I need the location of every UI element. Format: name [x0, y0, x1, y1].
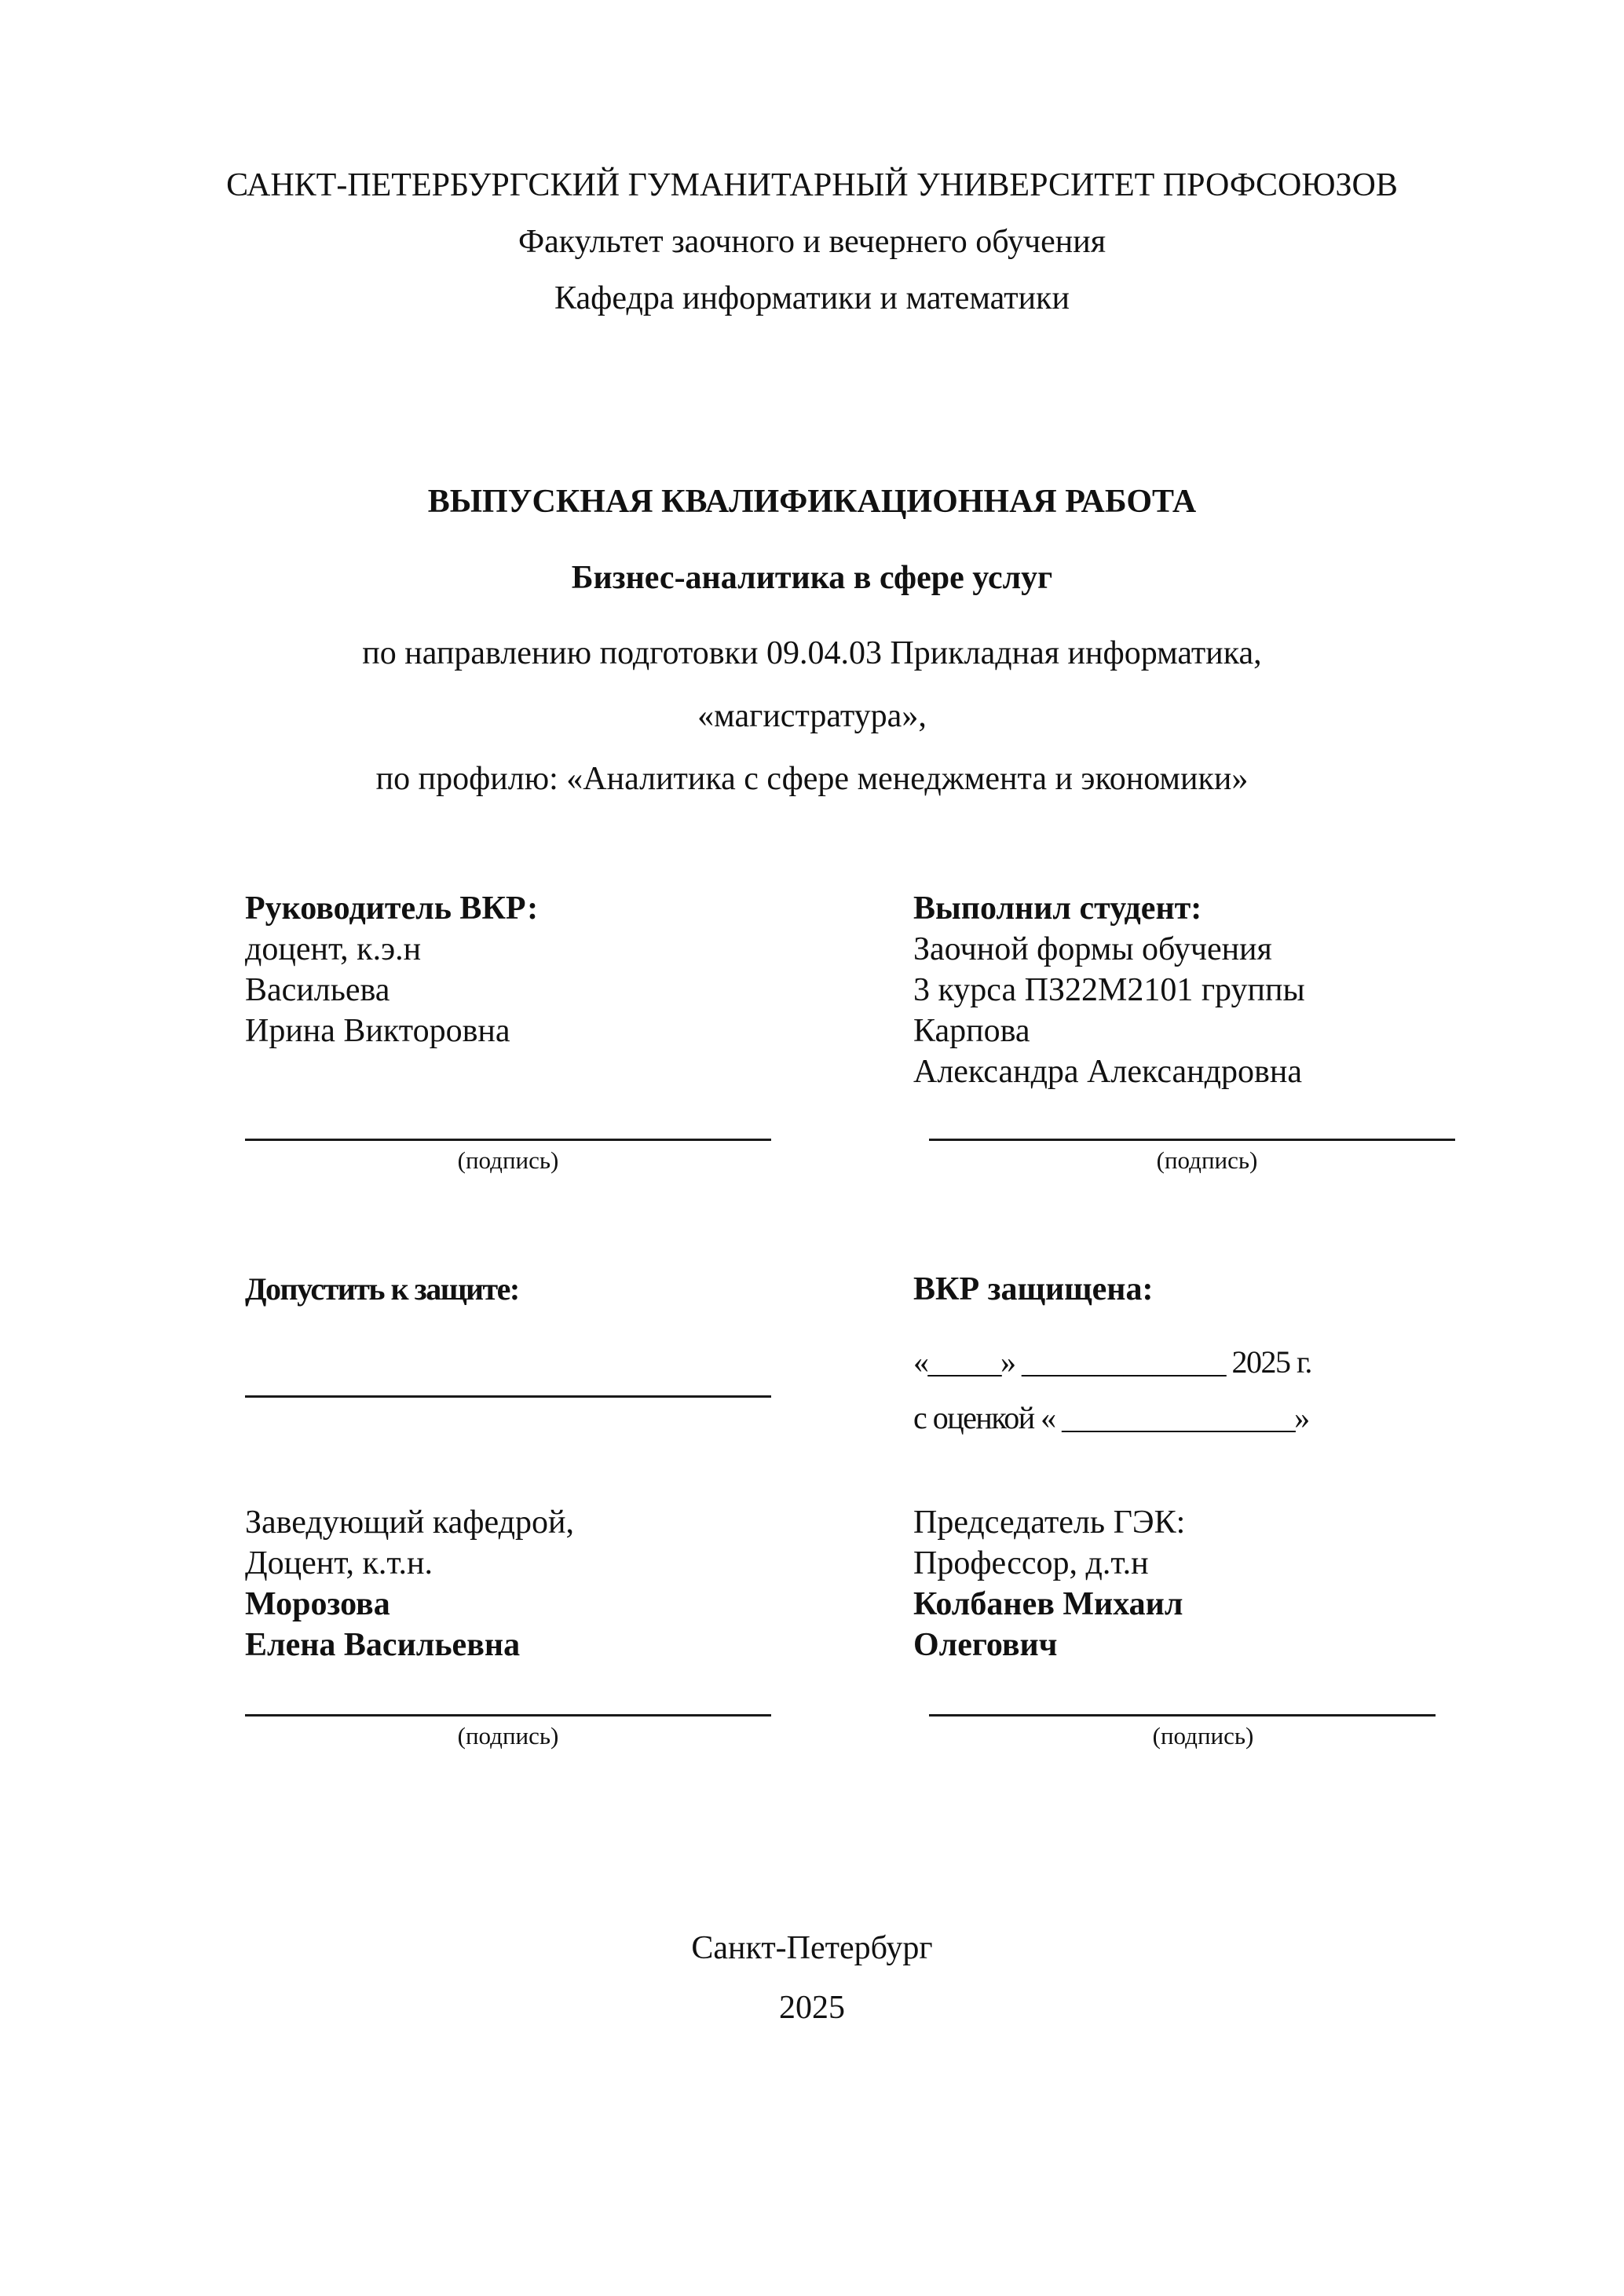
chairman-position: Профессор, д.т.н: [913, 1545, 1149, 1581]
supervisor-signature-caption: (подпись): [457, 1146, 559, 1174]
chairman-signature-line: [929, 1714, 1436, 1717]
faculty-name: Факультет заочного и вечернего обучения: [518, 224, 1106, 260]
student-heading: Выполнил студент:: [913, 890, 1202, 927]
student-first-names: Александра Александровна: [913, 1054, 1302, 1090]
head-signature-caption: (подпись): [457, 1722, 559, 1749]
profile-line: по профилю: «Аналитика с сфере менеджмента и экономики»: [375, 761, 1249, 797]
student-signature-caption: (подпись): [1156, 1146, 1258, 1174]
student-signature-line: [929, 1139, 1455, 1141]
student-course-group: 3 курса ПЗ22М2101 группы: [913, 972, 1305, 1008]
supervisor-last-name: Васильева: [245, 972, 390, 1008]
supervisor-signature-line: [245, 1139, 771, 1141]
admission-signature-line: [245, 1395, 771, 1398]
defense-heading: ВКР защищена:: [913, 1271, 1154, 1307]
chairman-signature-caption: (подпись): [1152, 1722, 1254, 1749]
defense-grade-line: с оценкой « ________________»: [913, 1400, 1309, 1435]
student-last-name: Карпова: [913, 1013, 1030, 1049]
chairman-title: Председатель ГЭК:: [913, 1504, 1186, 1541]
head-position: Доцент, к.т.н.: [245, 1545, 433, 1581]
supervisor-position: доцент, к.э.н: [245, 931, 422, 967]
chairman-name-line-2: Олегович: [913, 1627, 1058, 1663]
chairman-name-line-1: Колбанев Михаил: [913, 1586, 1183, 1622]
university-name: САНКТ-ПЕТЕРБУРГСКИЙ ГУМАНИТАРНЫЙ УНИВЕРСИТЕТ ПРОФСОЮЗОВ: [226, 167, 1398, 203]
head-title: Заведующий кафедрой,: [245, 1504, 574, 1541]
department-name: Кафедра информатики и математики: [554, 280, 1070, 316]
supervisor-first-names: Ирина Викторовна: [245, 1013, 510, 1049]
student-study-form: Заочной формы обучения: [913, 931, 1272, 967]
head-signature-line: [245, 1714, 771, 1717]
head-last-name: Морозова: [245, 1586, 390, 1622]
defense-date-line: «_____» ______________ 2025 г.: [913, 1344, 1311, 1380]
work-type: ВЫПУСКНАЯ КВАЛИФИКАЦИОННАЯ РАБОТА: [427, 484, 1197, 520]
footer-city: Санкт-Петербург: [691, 1930, 933, 1966]
admission-heading: Допустить к защите:: [245, 1271, 519, 1307]
direction-line-1: по направлению подготовки 09.04.03 Прикладная информатика,: [362, 635, 1262, 671]
work-topic: Бизнес-аналитика в сфере услуг: [571, 560, 1053, 596]
head-first-names: Елена Васильевна: [245, 1627, 521, 1663]
direction-line-2: «магистратура»,: [697, 698, 927, 734]
supervisor-heading: Руководитель ВКР:: [245, 890, 539, 927]
footer-year: 2025: [779, 1990, 845, 2026]
